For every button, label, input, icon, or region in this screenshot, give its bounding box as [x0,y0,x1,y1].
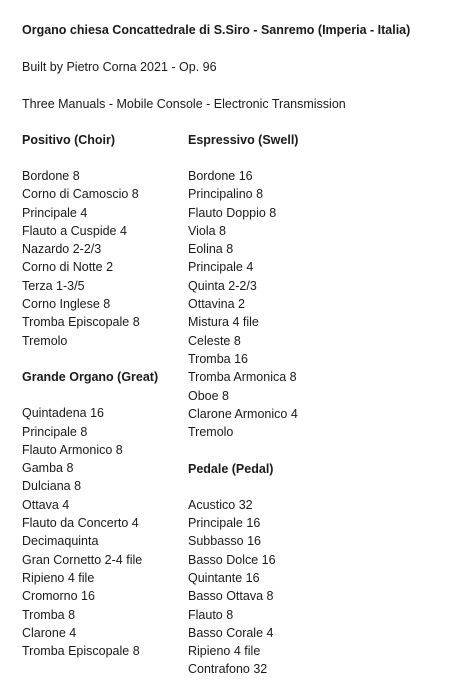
stop-item: Quintadena 16 [22,406,105,421]
configuration-line: Three Manuals - Mobile Console - Electronic Transmission [22,97,346,111]
stop-item: Celeste 8 [188,333,241,348]
stop-item: Nazardo 2-2/3 [22,242,102,257]
stop-item: Tromba Armonica 8 [188,370,297,385]
stop-item: Ottavina 2 [188,297,245,312]
stop-item: Tromba 8 [22,607,76,622]
positivo-stop-list [22,167,158,350]
stop-item: Acustico 32 [188,497,253,512]
stop-item: Corno Inglese 8 [22,297,111,312]
stop-item: Corno di Camoscio 8 [22,187,139,202]
stop-item: Principale 8 [22,424,88,439]
stop-item: Clarone Armonico 4 [188,406,298,421]
right-column [188,131,298,679]
espressivo-stop-list [188,167,298,441]
stop-item: Viola 8 [188,223,226,238]
positivo-heading: Positivo (Choir) [22,133,116,147]
stop-item: Cromorno 16 [22,589,95,604]
stop-item: Subbasso 16 [188,534,261,549]
left-column [22,131,158,660]
stop-item: Bordone 16 [188,169,253,183]
stop-item: Mistura 4 file [188,315,259,330]
stop-item: Basso Ottava 8 [188,589,274,604]
stop-item: Flauto Armonico 8 [22,442,123,457]
pedale-stop-list [188,496,298,679]
stop-item: Decimaquinta [22,534,99,549]
stop-item: Quinta 2-2/3 [188,278,257,293]
stop-item: Tremolo [22,333,68,348]
stop-item: Principalino 8 [188,187,264,202]
stop-item: Gran Cornetto 2-4 file [22,552,143,567]
stop-item: Terza 1-3/5 [22,278,85,293]
builder-line: Built by Pietro Corna 2021 - Op. 96 [22,60,217,74]
stop-item: Principale 4 [188,260,254,275]
stop-item: Contrafono 32 [188,662,268,677]
stop-item: Ripieno 4 file [22,570,95,585]
stop-item: Principale 16 [188,516,261,531]
stop-item: Ottava 4 [22,497,70,512]
stop-item: Tromba 16 [188,351,248,366]
espressivo-heading: Espressivo (Swell) [188,133,299,147]
stop-item: Tromba Episcopale 8 [22,315,140,330]
document-page [22,0,442,692]
grande-organo-stop-list [22,404,158,660]
stop-item: Flauto Doppio 8 [188,205,277,220]
stop-item: Tremolo [188,425,234,440]
stop-item: Oboe 8 [188,388,230,403]
stop-item: Quintante 16 [188,570,260,585]
stop-item: Basso Dolce 16 [188,552,276,567]
stop-item: Principale 4 [22,205,88,220]
stop-item: Bordone 8 [22,169,80,183]
pedale-heading: Pedale (Pedal) [188,461,274,476]
stop-item: Corno di Notte 2 [22,260,114,275]
stop-item: Gamba 8 [22,461,74,476]
document-title: Organo chiesa Concattedrale di S.Siro - Sanremo (Imperia - Italia) [22,23,411,37]
stop-item: Ripieno 4 file [188,644,261,659]
grande-organo-heading: Grande Organo (Great) [22,370,159,385]
stop-item: Tromba Episcopale 8 [22,644,140,659]
stop-item: Flauto da Concerto 4 [22,516,139,531]
stop-item: Dulciana 8 [22,479,82,494]
stop-item: Eolina 8 [188,242,234,257]
stop-item: Flauto 8 [188,607,234,622]
stop-item: Basso Corale 4 [188,625,274,640]
stop-item: Flauto a Cuspide 4 [22,223,127,238]
stop-item: Clarone 4 [22,625,77,640]
